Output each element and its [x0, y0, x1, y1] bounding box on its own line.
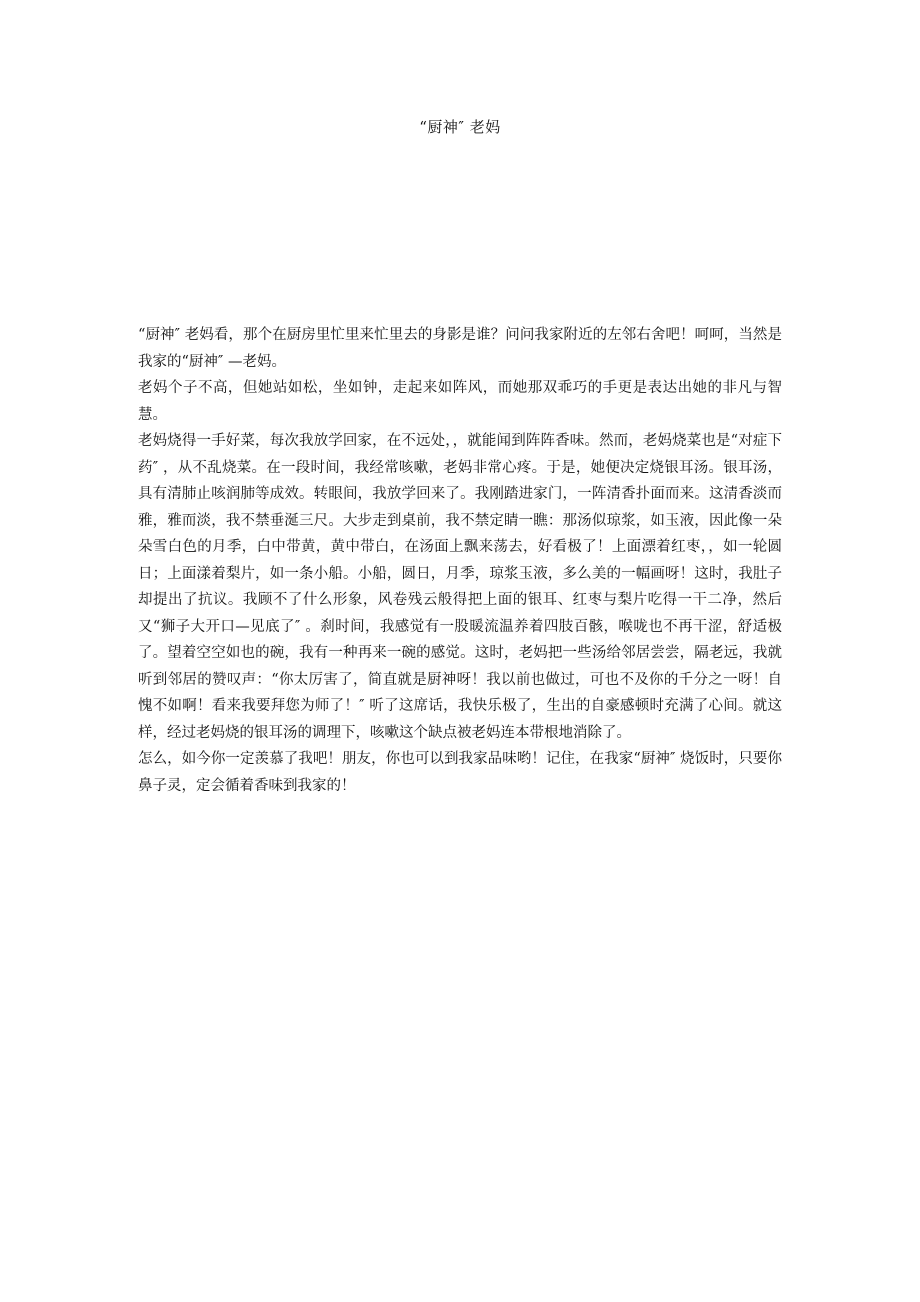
essay-paragraph-4: 怎么，如今你一定羡慕了我吧！朋友，你也可以到我家品味哟！记住，在我家“厨神″ 烧饭时，只要你鼻子灵，定会循着香味到我家的！ [138, 751, 782, 794]
essay-body [138, 322, 782, 799]
essay-paragraph-3: 老妈烧得一手好菜，每次我放学回家，在不远处，，就能闻到阵阵香味。然而，老妈烧菜也是“对症下药″ ，从不乱烧菜。在一段时间，我经常咳嗽，老妈非常心疼。于是，她便决定烧银耳汤。银耳汤，具有清肺止咳润肺等成效。转眼间，我放学回来了。我刚踏进家门，一阵清香扑面而来。这清香淡而雅，雅而淡，我不禁垂涎三尺。大步走到桌前，我不禁定睛一瞧：那汤似琼浆，如玉液，因此像一朵朵雪白色的月季，白中带黄，黄中带白，在汤面上飘来荡去，好看极了！上面漂着红枣，，如一轮圆日；上面漾着梨片，如一条小船。小船，圆日，月季，琼浆玉液，多么美的一幅画呀！这时，我肚子却提出了抗议。我顾不了什么形象，风卷残云般得把上面的银耳、红枣与梨片吃得一干二净，然后又“狮子大开口—见底了″ 。刹时间，我感觉有一股暖流温养着四肢百骸，喉咙也不再干涩，舒适极了。望着空空如也的碗，我有一种再来一碗的感觉。这时，老妈把一些汤给邻居尝尝，隔老远，我就听到邻居的赞叹声：“你太厉害了，简直就是厨神呀！我以前也做过，可也不及你的千分之一呀！自愧不如啊！看来我要拜您为师了！″ 听了这席话，我快乐极了，生出的自豪感顿时充满了心间。就这样，经过老妈烧的银耳汤的调理下，咳嗽这个缺点被老妈连本带根地消除了。 [138, 433, 782, 741]
essay-paragraph-1: “厨神″ 老妈看，那个在厨房里忙里来忙里去的身影是谁？问问我家附近的左邻右舍吧！呵呵，当然是我家的“厨神″ —老妈。 [138, 327, 782, 370]
page-title: “厨神″ 老妈 [419, 118, 501, 136]
essay-paragraph-2: 老妈个子不高，但她站如松，坐如钟，走起来如阵风，而她那双乖巧的手更是表达出她的非凡与智慧。 [138, 380, 782, 423]
